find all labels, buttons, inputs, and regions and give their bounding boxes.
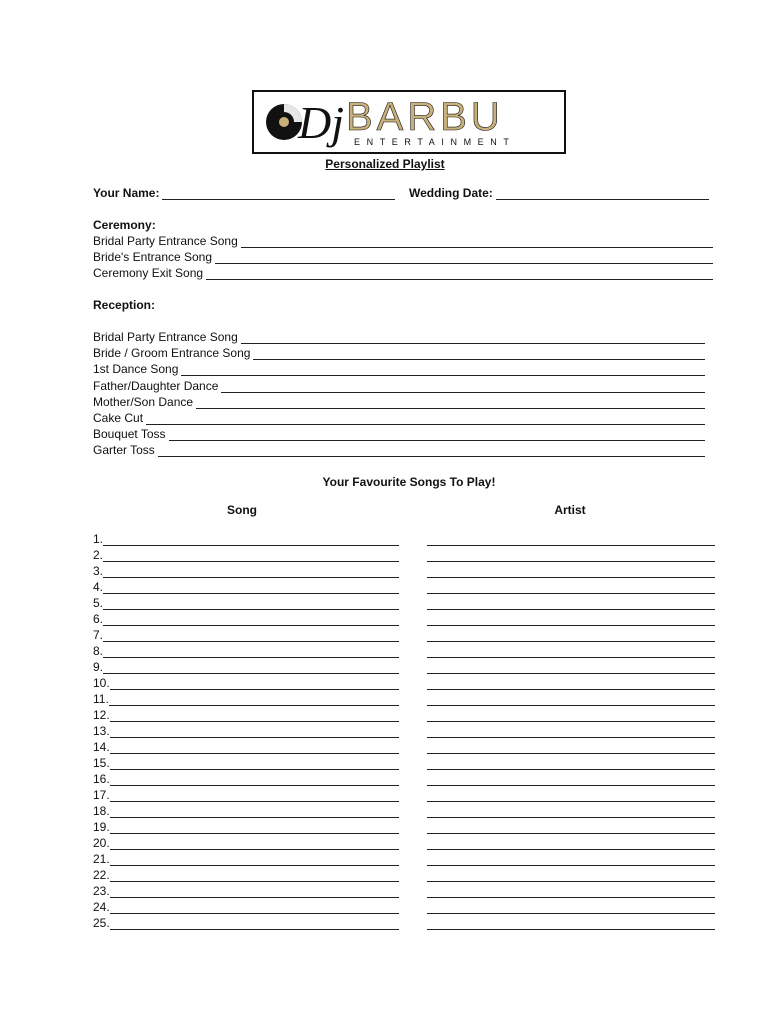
brand-logo: [252, 90, 566, 154]
ceremony-item-song-field[interactable]: [241, 237, 713, 248]
song-number: 12.: [93, 708, 110, 722]
song-entry-row[interactable]: [93, 868, 399, 882]
artist-field[interactable]: [427, 833, 715, 834]
song-number: 6.: [93, 612, 104, 626]
reception-item-row[interactable]: [93, 379, 705, 393]
brand-name: BARBU: [346, 95, 504, 139]
reception-heading: Reception:: [93, 298, 156, 312]
wedding-date-row[interactable]: [409, 186, 709, 200]
song-entry-row[interactable]: [93, 916, 399, 930]
song-entry-row[interactable]: [93, 708, 399, 722]
song-entry-row[interactable]: [93, 900, 399, 914]
reception-item-song-field[interactable]: [146, 414, 705, 425]
song-number: 16.: [93, 772, 110, 786]
artist-column-header: Artist: [554, 503, 586, 517]
artist-field[interactable]: [427, 625, 715, 626]
song-field[interactable]: [103, 567, 399, 578]
reception-item-song-field[interactable]: [221, 382, 705, 393]
song-number: 24.: [93, 900, 110, 914]
artist-field[interactable]: [427, 801, 715, 802]
ceremony-item-label: Ceremony Exit Song: [93, 266, 204, 280]
reception-item-row[interactable]: [93, 395, 705, 409]
artist-field[interactable]: [427, 721, 715, 722]
song-number: 5.: [93, 596, 104, 610]
song-number: 17.: [93, 788, 110, 802]
artist-field[interactable]: [427, 865, 715, 866]
song-field[interactable]: [103, 647, 399, 658]
reception-item-song-field[interactable]: [181, 365, 705, 376]
reception-item-label: Bride / Groom Entrance Song: [93, 346, 251, 361]
artist-field[interactable]: [427, 753, 715, 754]
song-number: 15.: [93, 756, 110, 770]
artist-field[interactable]: [427, 593, 715, 594]
song-entry-row[interactable]: [93, 820, 399, 834]
song-number: 18.: [93, 804, 110, 818]
ceremony-item-row[interactable]: [93, 250, 713, 264]
song-entry-row[interactable]: [93, 612, 399, 626]
song-entry-row[interactable]: [93, 836, 399, 850]
song-field[interactable]: [109, 695, 399, 706]
artist-field[interactable]: [427, 817, 715, 818]
your-name-label: Your Name:: [93, 186, 160, 200]
page-title: Personalized Playlist: [325, 157, 445, 171]
song-entry-row[interactable]: [93, 644, 399, 658]
song-entry-row[interactable]: [93, 756, 399, 770]
song-field[interactable]: [110, 759, 399, 770]
reception-item-row[interactable]: [93, 427, 705, 441]
artist-field[interactable]: [427, 673, 715, 674]
reception-item-song-field[interactable]: [196, 398, 705, 409]
your-name-field[interactable]: [162, 189, 395, 200]
song-entry-row[interactable]: [93, 660, 399, 674]
ceremony-item-song-field[interactable]: [206, 269, 713, 280]
song-entry-row[interactable]: [93, 548, 399, 562]
artist-field[interactable]: [427, 561, 715, 562]
song-entry-row[interactable]: [93, 804, 399, 818]
song-field[interactable]: [110, 903, 399, 914]
song-entry-row[interactable]: [93, 532, 399, 546]
song-entry-row[interactable]: [93, 580, 399, 594]
artist-field[interactable]: [427, 609, 715, 610]
song-entry-row[interactable]: [93, 740, 399, 754]
brand-dj: Dj: [298, 97, 344, 148]
ceremony-item-label: Bridal Party Entrance Song: [93, 234, 238, 248]
song-number: 10.: [93, 676, 110, 690]
song-entry-row[interactable]: [93, 724, 399, 738]
reception-item-row[interactable]: [93, 443, 705, 457]
song-number: 3.: [93, 564, 104, 578]
song-entry-row[interactable]: [93, 852, 399, 866]
song-field[interactable]: [110, 823, 399, 834]
song-entry-row[interactable]: [93, 788, 399, 802]
reception-item-label: Cake Cut: [93, 411, 144, 425]
song-field[interactable]: [103, 583, 399, 594]
song-number: 8.: [93, 644, 104, 658]
song-entry-row[interactable]: [93, 564, 399, 578]
reception-item-row[interactable]: [93, 362, 705, 376]
reception-item-label: Garter Toss: [93, 443, 155, 458]
song-field[interactable]: [110, 919, 399, 930]
song-entry-row[interactable]: [93, 772, 399, 786]
reception-item-row[interactable]: [93, 330, 705, 344]
song-number: 7.: [93, 628, 104, 642]
artist-field[interactable]: [427, 737, 715, 738]
artist-field[interactable]: [427, 881, 715, 882]
favourites-heading: Your Favourite Songs To Play!: [322, 475, 496, 489]
artist-field[interactable]: [427, 785, 715, 786]
your-name-row[interactable]: [93, 186, 395, 200]
song-field[interactable]: [110, 807, 399, 818]
song-entry-row[interactable]: [93, 676, 399, 690]
artist-field[interactable]: [427, 641, 715, 642]
song-field[interactable]: [110, 727, 399, 738]
reception-item-label: Father/Daughter Dance: [93, 378, 219, 393]
song-number: 25.: [93, 916, 110, 930]
song-number: 4.: [93, 580, 104, 594]
song-field[interactable]: [103, 615, 399, 626]
ceremony-item-label: Bride's Entrance Song: [93, 250, 213, 264]
artist-field[interactable]: [427, 897, 715, 898]
song-field[interactable]: [110, 839, 399, 850]
song-field[interactable]: [110, 743, 399, 754]
reception-item-label: Bouquet Toss: [93, 427, 166, 442]
song-number: 19.: [93, 820, 110, 834]
artist-field[interactable]: [427, 657, 715, 658]
song-number: 13.: [93, 724, 110, 738]
song-column-header: Song: [227, 503, 257, 517]
reception-item-label: 1st Dance Song: [93, 362, 179, 377]
artist-field[interactable]: [427, 689, 715, 690]
wedding-date-field[interactable]: [496, 189, 709, 200]
ceremony-heading: Ceremony:: [93, 218, 156, 232]
song-number: 9.: [93, 660, 104, 674]
song-field[interactable]: [110, 855, 399, 866]
song-number: 11.: [93, 692, 109, 706]
song-number: 1.: [93, 532, 104, 546]
reception-item-song-field[interactable]: [169, 430, 706, 441]
song-field[interactable]: [110, 679, 399, 690]
song-field[interactable]: [110, 711, 399, 722]
reception-item-row[interactable]: [93, 346, 705, 360]
reception-item-song-field[interactable]: [253, 349, 705, 360]
artist-field[interactable]: [427, 545, 715, 546]
song-field[interactable]: [103, 631, 399, 642]
song-number: 23.: [93, 884, 110, 898]
artist-field[interactable]: [427, 849, 715, 850]
artist-field[interactable]: [427, 705, 715, 706]
song-field[interactable]: [110, 887, 399, 898]
song-field[interactable]: [110, 871, 399, 882]
brand-sub: ENTERTAINMENT: [354, 137, 516, 147]
song-entry-row[interactable]: [93, 692, 399, 706]
reception-item-row[interactable]: [93, 411, 705, 425]
song-field[interactable]: [103, 551, 399, 562]
song-entry-row[interactable]: [93, 884, 399, 898]
song-number: 14.: [93, 740, 110, 754]
song-field[interactable]: [103, 663, 399, 674]
song-number: 22.: [93, 868, 110, 882]
reception-item-song-field[interactable]: [158, 446, 705, 457]
song-field[interactable]: [110, 775, 399, 786]
song-number: 21.: [93, 852, 110, 866]
song-number: 2.: [93, 548, 104, 562]
artist-field[interactable]: [427, 769, 715, 770]
ceremony-item-row[interactable]: [93, 234, 713, 248]
ceremony-item-row[interactable]: [93, 266, 713, 280]
song-field[interactable]: [103, 599, 399, 610]
song-entry-row[interactable]: [93, 596, 399, 610]
wedding-date-label: Wedding Date:: [409, 186, 493, 200]
reception-item-label: Bridal Party Entrance Song: [93, 330, 238, 344]
reception-item-song-field[interactable]: [241, 333, 705, 344]
artist-field[interactable]: [427, 577, 715, 578]
song-field[interactable]: [103, 535, 399, 546]
song-field[interactable]: [110, 791, 399, 802]
reception-item-label: Mother/Son Dance: [93, 394, 194, 409]
song-entry-row[interactable]: [93, 628, 399, 642]
artist-field[interactable]: [427, 913, 715, 914]
artist-field[interactable]: [427, 929, 715, 930]
song-number: 20.: [93, 836, 110, 850]
ceremony-item-song-field[interactable]: [215, 253, 713, 264]
